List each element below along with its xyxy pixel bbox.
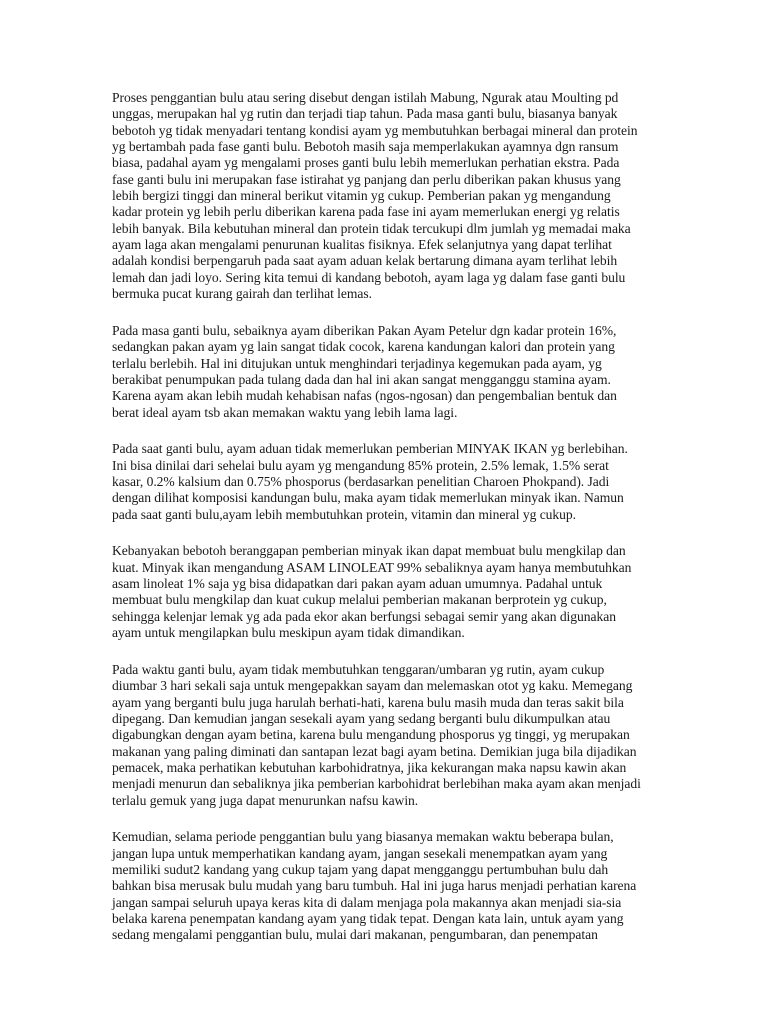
paragraph-fish-oil: Pada saat ganti bulu, ayam aduan tidak memerlukan pemberian MINYAK IKAN yg berlebihan. Ini bisa dinilai dari sehelai bulu ayam yg mengandung 85% protein, 2.5% lemak, 1.5% serat kasar, 0.2% kalsium dan 0.75% phosporus (berdasarkan penelitian Charoen Phokpand). Jadi dengan dilihat komposisi kandungan bulu, maka ayam tidak memerlukan minyak ikan. Namun pada saat ganti bulu,ayam lebih membutuhkan protein, vitamin dan mineral yg cukup. (112, 441, 628, 522)
paragraph-cage-care: Kemudian, selama periode penggantian bulu yang biasanya memakan waktu beberapa bulan, jangan lupa untuk memperhatikan kandang ayam, jangan sesekali menempatkan ayam yang memiliki sudut2 kandang yang cukup tajam yang dapat mengganggu pertumbuhan bulu dah bahkan bisa merusak bulu mudah yang baru tumbuh. Hal ini juga harus menjadi perhatian karena jangan sampai seluruh upaya keras kita di dalam menjaga pola makannya akan menjadi sia-sia belaka karena penempatan kandang ayam yang tidak tepat. Dengan kata lain, untuk ayam yang sedang mengalami penggantian bulu, mulai dari makanan, pengumbaran, dan penempatan (112, 829, 637, 943)
paragraph-feed-protein: Pada masa ganti bulu, sebaiknya ayam diberikan Pakan Ayam Petelur dgn kadar protein 16%, sedangkan pakan ayam yg lain sangat tidak cocok, karena kandungan kalori dan protein yang terlalu berlebih. Hal ini ditujukan untuk menghindari terjadinya kegemukan pada ayam, yg berakibat penumpukan pada tulang dada dan hal ini akan sangat mengganggu stamina ayam. Karena ayam akan lebih mudah kehabisan nafas (ngos-ngosan) dan pengembalian bentuk dan berat ideal ayam tsb akan memakan waktu yang lebih lama lagi. (112, 322, 617, 420)
paragraph-moulting-intro: Proses penggantian bulu atau sering disebut dengan istilah Mabung, Ngurak atau Moulting pd unggas, merupakan hal yg rutin dan terjadi tiap tahun. Pada masa ganti bulu, biasanya banyak bebotoh yg tidak menyadari tentang kondisi ayam yg membutuhkan berbagai mineral dan protein yg bertambah pada fase ganti bulu. Bebotoh masih saja memperlakukan ayamnya dgn ransum biasa, padahal ayam yg mengalami proses ganti bulu lebih memerlukan perhatian ekstra. Pada fase ganti bulu ini merupakan fase istirahat yg panjang dan perlu diberikan pakan khusus yang lebih bergizi tinggi dan mineral berikut vitamin yg cukup. Pemberian pakan yg mengandung kadar protein yg lebih perlu diberikan karena pada fase ini ayam memerlukan energi yg relatis lebih banyak. Bila kebutuhan mineral dan protein tidak tercukupi dlm jumlah yg memadai maka ayam laga akan mengalami penurunan kualitas fisiknya. Efek selanjutnya yang dapat terlihat adalah kondisi berpengaruh pada saat ayam aduan kelak bertarung dimana ayam terlihat lebih lemah dan jadi loyo. Sering kita temui di kandang bebotoh, ayam laga yg dalam fase ganti bulu bermuka pucat kurang gairah dan terlihat lemas. (112, 90, 638, 302)
paragraph-exercise-handling: Pada waktu ganti bulu, ayam tidak membutuhkan tenggaran/umbaran yg rutin, ayam cukup diumbar 3 hari sekali saja untuk mengepakkan sayam dan melemaskan otot yg kaku. Memegang ayam yang berganti bulu juga harulah berhati-hati, karena bulu masih muda dan teras sakit bila dipegang. Dan kemudian jangan sesekali ayam yang sedang berganti bulu dikumpulkan atau digabungkan dengan ayam betina, karena bulu mengandung phosporus yg tinggi, yg merupakan makanan yang paling diminati dan santapan lezat bagi ayam betina. Demikian juga bila dijadikan pemacek, maka perhatikan kebutuhan karbohidratnya, jika kekurangan maka napsu kawin akan menjadi menurun dan sebaliknya jika pemberian karbohidrat berlebihan maka ayam akan menjadi terlalu gemuk yang juga dapat menurunkan nafsu kawin. (112, 661, 641, 808)
paragraph-linoleic-acid: Kebanyakan bebotoh beranggapan pemberian minyak ikan dapat membuat bulu mengkilap dan kuat. Minyak ikan mengandung ASAM LINOLEAT 99% sebaliknya ayam hanya membutuhkan asam linoleat 1% saja yg bisa didapatkan dari pakan ayam aduan umumnya. Padahal untuk membuat bulu mengkilap dan kuat cukup melalui pemberian makanan berprotein yg cukup, sehingga kelenjar lemak yg ada pada ekor akan berfungsi sebagai semir yang akan digunakan ayam untuk mengilapkan bulu meskipun ayam tidak dimandikan. (112, 543, 632, 641)
document-page (112, 90, 660, 944)
